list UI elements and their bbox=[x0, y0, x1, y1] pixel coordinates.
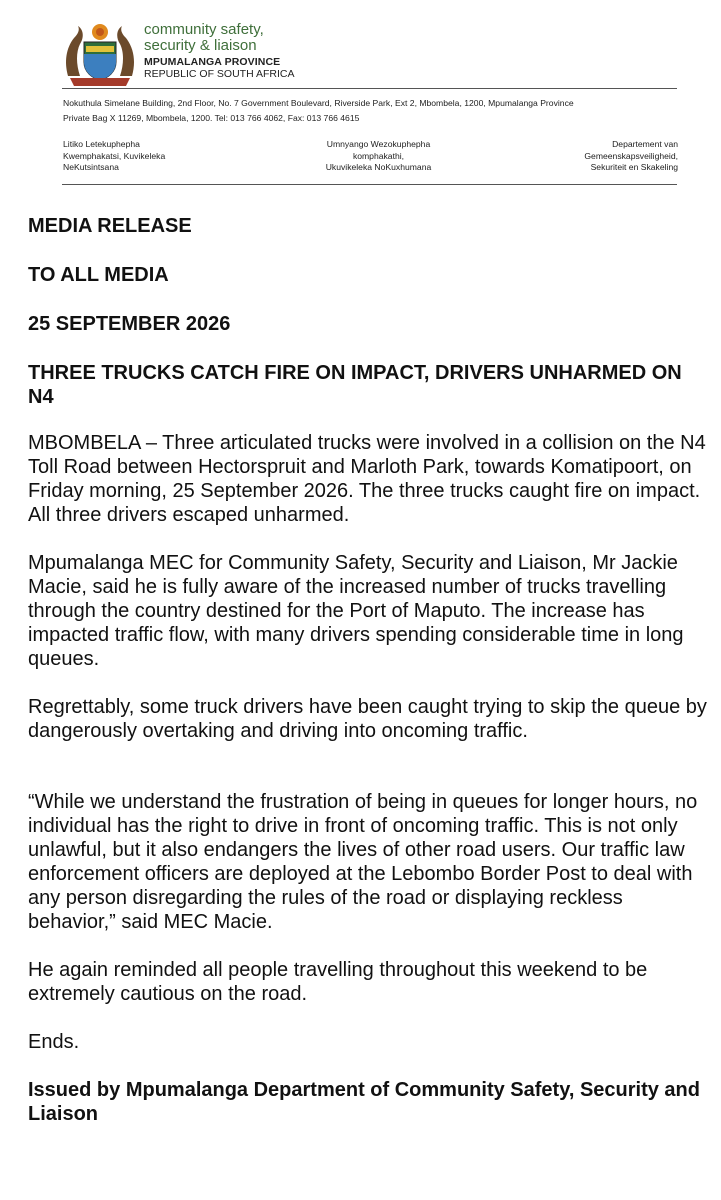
afrikaans-line: Gemeenskapsveiligheid, bbox=[584, 150, 678, 161]
issued-by: Issued by Mpumalanga Department of Community Safety, Security and Liaison bbox=[28, 1079, 700, 1125]
header-divider-top bbox=[62, 88, 677, 89]
department-name-isizulu bbox=[316, 139, 441, 174]
quote-paragraph: “While we understand the frustration of being in queues for longer hours, no individual has the right to drive in front of oncoming traffic. This is not only unlawful, but it also endangers the lives of other road users. Our traffic law enforcement officers are deployed at the Lebombo Border Post to deal with any person disregarding the rules of the road or displaying reckless behavior,” said MEC Macie. bbox=[28, 791, 698, 933]
release-body bbox=[28, 214, 708, 1126]
isizulu-line: Ukuvikeleka NoKuxhumana bbox=[325, 162, 432, 172]
release-label: MEDIA RELEASE bbox=[28, 215, 192, 237]
department-name-line2: security & liaison bbox=[144, 37, 257, 54]
siswati-line: Kwemphakatsi, Kuvikeleka bbox=[63, 150, 166, 161]
department-name-line1: community safety, bbox=[144, 21, 264, 38]
siswati-line: Litiko Letekuphepha bbox=[63, 139, 140, 149]
afrikaans-line: Departement van bbox=[612, 139, 678, 149]
department-name-afrikaans bbox=[584, 139, 678, 174]
siswati-line: NeKutsintsana bbox=[63, 162, 119, 172]
body-paragraph: Mpumalanga MEC for Community Safety, Security and Liaison, Mr Jackie Macie, said he is fully aware of the increased number of trucks travelling through the country destined for the Port of Maputo. The increase has impacted traffic flow, with many drivers spending considerable time in long queues. bbox=[28, 552, 684, 670]
department-name-siswati bbox=[63, 139, 165, 174]
isizulu-line: Umnyango Wezokuphepha bbox=[326, 139, 431, 149]
department-name-block bbox=[144, 22, 295, 80]
body-paragraph: He again reminded all people travelling throughout this weekend to be extremely cautious on the road. bbox=[28, 959, 648, 1005]
address-line-2: Private Bag X 11269, Mbombela, 1200. Tel: 013 766 4062, Fax: 013 766 4615 bbox=[63, 113, 360, 123]
header-divider-bottom bbox=[62, 184, 677, 185]
isizulu-line: komphakathi, bbox=[352, 150, 405, 161]
release-date: 25 SEPTEMBER 2026 bbox=[28, 313, 231, 335]
ends-marker: Ends. bbox=[28, 1031, 80, 1053]
address-line-1: Nokuthula Simelane Building, 2nd Floor, No. 7 Government Boulevard, Riverside Park, Ext 2, Mbombela, 1200, Mpumalanga Province bbox=[63, 98, 574, 108]
country-name: REPUBLIC OF SOUTH AFRICA bbox=[144, 68, 295, 80]
body-paragraph: Regrettably, some truck drivers have been caught trying to skip the queue by dangerously overtaking and driving into oncoming traffic. bbox=[28, 696, 707, 742]
afrikaans-line: Sekuriteit en Skakeling bbox=[590, 162, 678, 172]
coat-of-arms-logo bbox=[60, 18, 140, 88]
release-headline: THREE TRUCKS CATCH FIRE ON IMPACT, DRIVERS UNHARMED ON N4 bbox=[28, 362, 682, 408]
address-block bbox=[63, 96, 683, 126]
body-paragraph: MBOMBELA – Three articulated trucks were involved in a collision on the N4 Toll Road between Hectorspruit and Marloth Park, towards Komatipoort, on Friday morning, 25 September 2026. The three trucks caught fire on impact. All three drivers escaped unharmed. bbox=[28, 432, 706, 526]
release-audience: TO ALL MEDIA bbox=[28, 264, 169, 286]
province-name: MPUMALANGA PROVINCE bbox=[144, 56, 281, 68]
